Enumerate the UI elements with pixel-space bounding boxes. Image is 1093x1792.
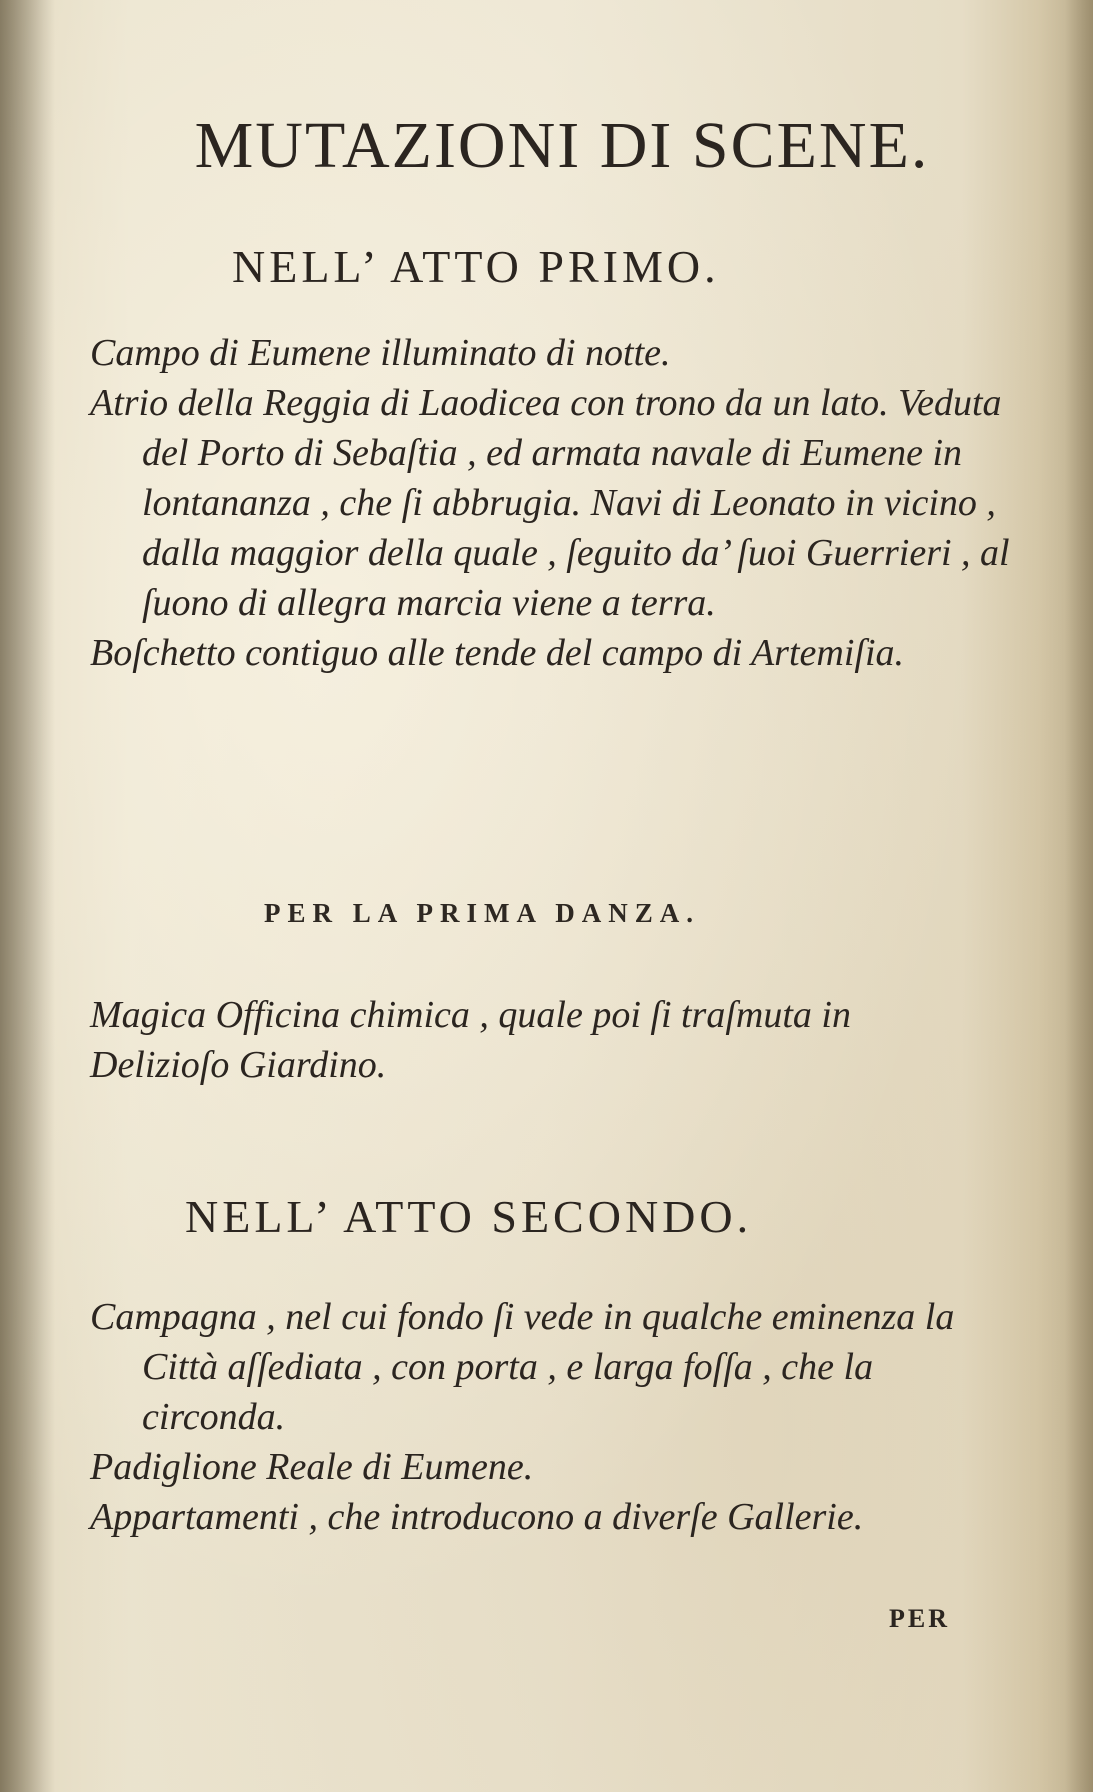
act-two-heading: NELL’ ATTO SECONDO. [185,1191,753,1242]
page-edge [1065,0,1093,1792]
first-dance-scenes [90,990,1020,1090]
text-block [90,0,1030,1792]
scene-item: Campagna , nel cui fondo ſi vede in qualche eminenza la Città aſſediata , con porta , e larga foſſa , che la circonda. [90,1296,955,1438]
scene-item: Magica Officina chimica , quale poi ſi traſmuta in [90,994,851,1036]
gutter-shadow [0,0,55,1792]
scene-item: Delizioſo Giardino. [90,1044,387,1086]
act-one-scenes [90,328,1020,678]
act-two-scenes [90,1292,1020,1542]
scene-item: Boſchetto contiguo alle tende del campo di Artemiſia. [90,632,905,674]
scene-item: Padiglione Reale di Eumene. [90,1446,534,1488]
scene-item: Atrio della Reggia di Laodicea con trono da un lato. Veduta del Porto di Sebaſtia , ed armata navale di Eumene in lontananza , che ſi abbrugia. Navi di Leonato in vicino , dalla maggior della quale , ſeguito da’ ſuoi Guerrieri , al ſuono di allegra marcia viene a terra. [90,382,1010,624]
page-title: MUTAZIONI DI SCENE. [194,109,930,182]
scene-item: Appartamenti , che introducono a diverſe Gallerie. [90,1496,864,1538]
scene-item: Campo di Eumene illuminato di notte. [90,332,671,374]
act-one-heading: NELL’ ATTO PRIMO. [232,241,720,292]
first-dance-heading: PER LA PRIMA DANZA. [264,898,701,928]
catchword: PER [889,1604,950,1633]
